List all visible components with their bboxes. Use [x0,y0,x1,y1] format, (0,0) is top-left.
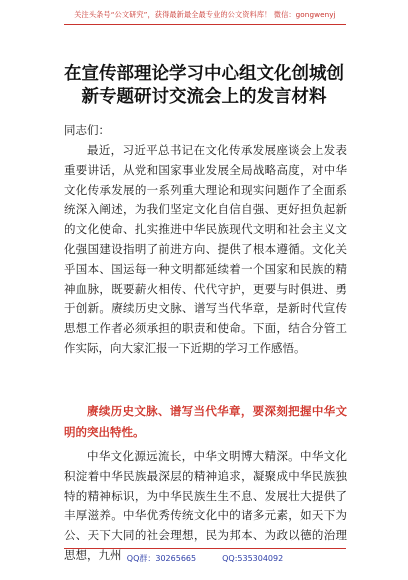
page-header [64,6,346,25]
footer-qq-group: QQ群：30265665 [126,553,197,563]
section-subheading: 赓续历史文脉、谱写当代华章，要深刻把握中华文明的突出特性。 [64,404,347,439]
paragraph-intro: 最近，习近平总书记在文化传承发展座谈会上发表重要讲话，从党和国家事业发展全局战略高度，对中华文化传承发展的一系列重大理论和现实问题作了全面系统深入阐述，为我们坚定文化自信自强、更好担负起新的文化使命、扎实推进中华民族现代文明和社会主义文化强国建设指明了前进方向、提供了根本遵循。文化关乎国本、国运每一种文明都延续着一个国家和民族的精神血脉，既要薪火相传、代代守护，更要与时俱进、勇于创新。赓续历史文脉、谱写当代华章，是新时代宣传思想工作者必须承担的职责和使命。下面，结合分管工作实际，向大家汇报一下近期的学习工作感悟。 [64,143,347,355]
page-footer [64,548,346,567]
footer-qq: QQ:535304092 [222,553,284,563]
header-notice: 关注头条号“公文研究”，获得最新最全最专业的公文资料库！ 微信：gongwenyj [74,10,336,19]
document-title: 在宣传部理论学习中心组文化创城创新专题研讨交流会上的发言材料 [64,64,344,107]
paragraph-body: 中华文化源远流长，中华文明博大精深。中华文化积淀着中华民族最深层的精神追求，凝聚成中华民族独特的精神标识，为中华民族生生不息、发展壮大提供了丰厚滋养。中华优秀传统文化中的诸多元素，如天下为公、天下大同的社会理想，民为邦本、为政以德的治理思想，九州 [64,449,347,562]
salutation: 同志们： [64,123,110,137]
